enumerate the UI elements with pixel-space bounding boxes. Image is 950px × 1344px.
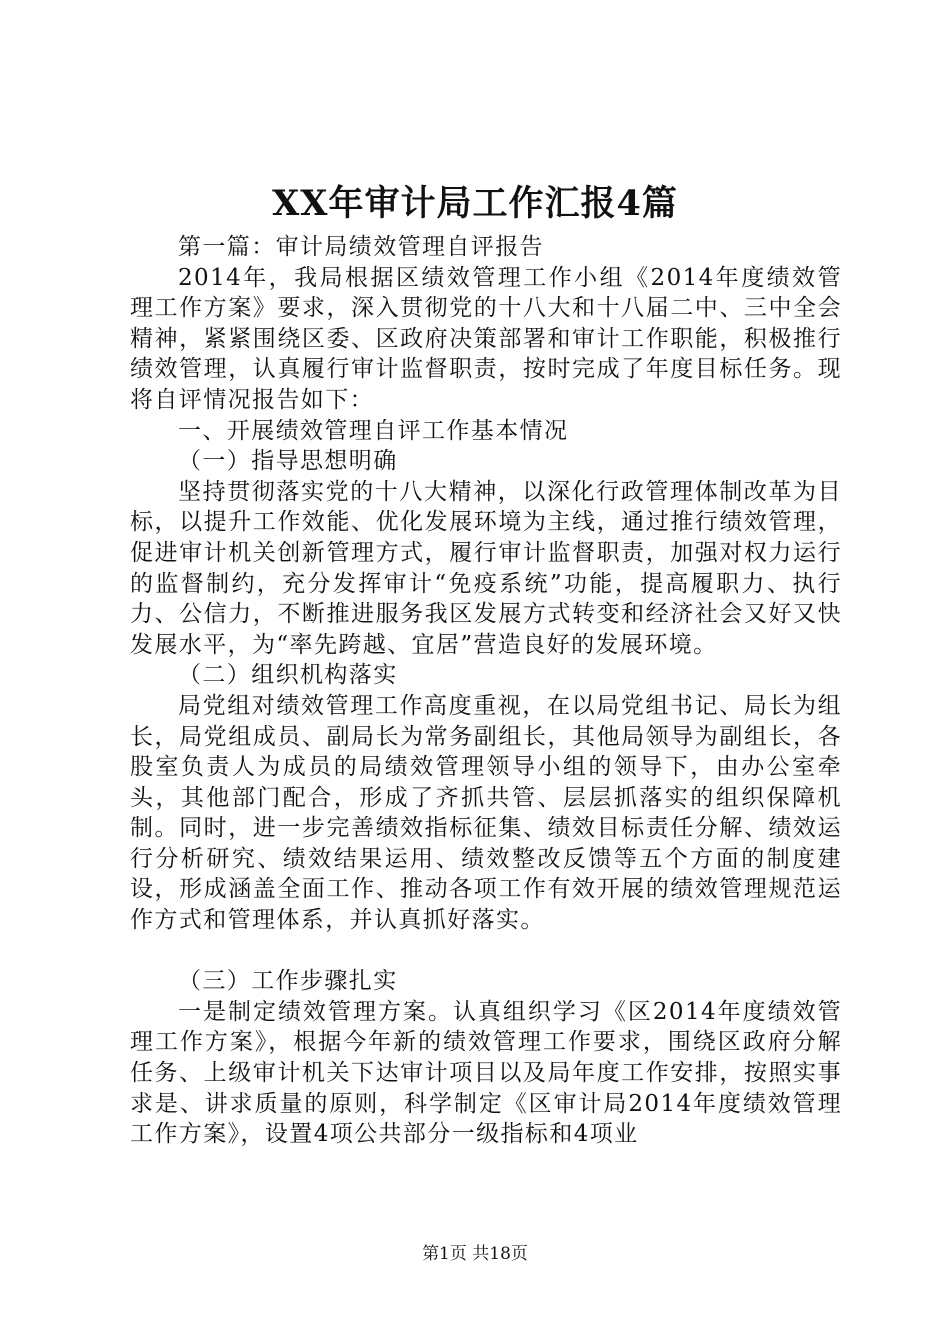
section-heading-part-one: 第一篇：审计局绩效管理自评报告 xyxy=(178,234,544,260)
paragraph-work-steps: 一是制定绩效管理方案。认真组织学习《区2014年度绩效管理工作方案》，根据今年新的绩效管理工作要求，围绕区政府分解任务、上级审计机关下达审计项目以及局年度工作安排，按照实事求是、讲求质量的原则，科学制定《区审计局2014年度绩效管理工作方案》，设置4项公共部分一级指标和4项业 xyxy=(130,998,842,1148)
section-heading-basic-situation: 一、开展绩效管理自评工作基本情况 xyxy=(178,417,569,444)
paragraph-guiding-ideology: 坚持贯彻落实党的十八大精神，以深化行政管理体制改革为目标，以提升工作效能、优化发展环境为主线，通过推行绩效管理，促进审计机关创新管理方式，履行审计监督职责，加强对权力运行的监督制约，充分发挥审计“免疫系统”功能，提高履职力、执行力、公信力，不断推进服务我区发展方式转变和经济社会又好又快发展水平，为“率先跨越、宜居”营造良好的发展环境。 xyxy=(130,478,842,658)
page-number-footer: 第1页 共18页 xyxy=(422,1244,528,1264)
intro-paragraph: 2014年，我局根据区绩效管理工作小组《2014年度绩效管理工作方案》要求，深入贯彻党的十八大和十八届二中、三中全会精神，紧紧围绕区委、区政府决策部署和审计工作职能，积极推行绩效管理，认真履行审计监督职责，按时完成了年度目标任务。现将自评情况报告如下： xyxy=(130,264,842,413)
paragraph-gap xyxy=(130,936,842,967)
subheading-work-steps: （三）工作步骤扎实 xyxy=(178,968,398,995)
subheading-organization: （二）组织机构落实 xyxy=(178,662,398,689)
paragraph-organization: 局党组对绩效管理工作高度重视，在以局党组书记、局长为组长，局党组成员、副局长为常务副组长，其他局领导为副组长，各股室负责人为成员的局绩效管理领导小组的领导下，由办公室牵头，其他部门配合，形成了齐抓共管、层层抓落实的组织保障机制。同时，进一步完善绩效指标征集、绩效目标责任分解、绩效运行分析研究、绩效结果运用、绩效整改反馈等五个方面的制度建设，形成涵盖全面工作、推动各项工作有效开展的绩效管理规范运作方式和管理体系，并认真抓好落实。 xyxy=(130,692,842,934)
document-title: XX年审计局工作汇报4篇 xyxy=(272,183,678,224)
subheading-guiding-ideology: （一）指导思想明确 xyxy=(178,448,398,475)
document-body xyxy=(130,232,842,1150)
